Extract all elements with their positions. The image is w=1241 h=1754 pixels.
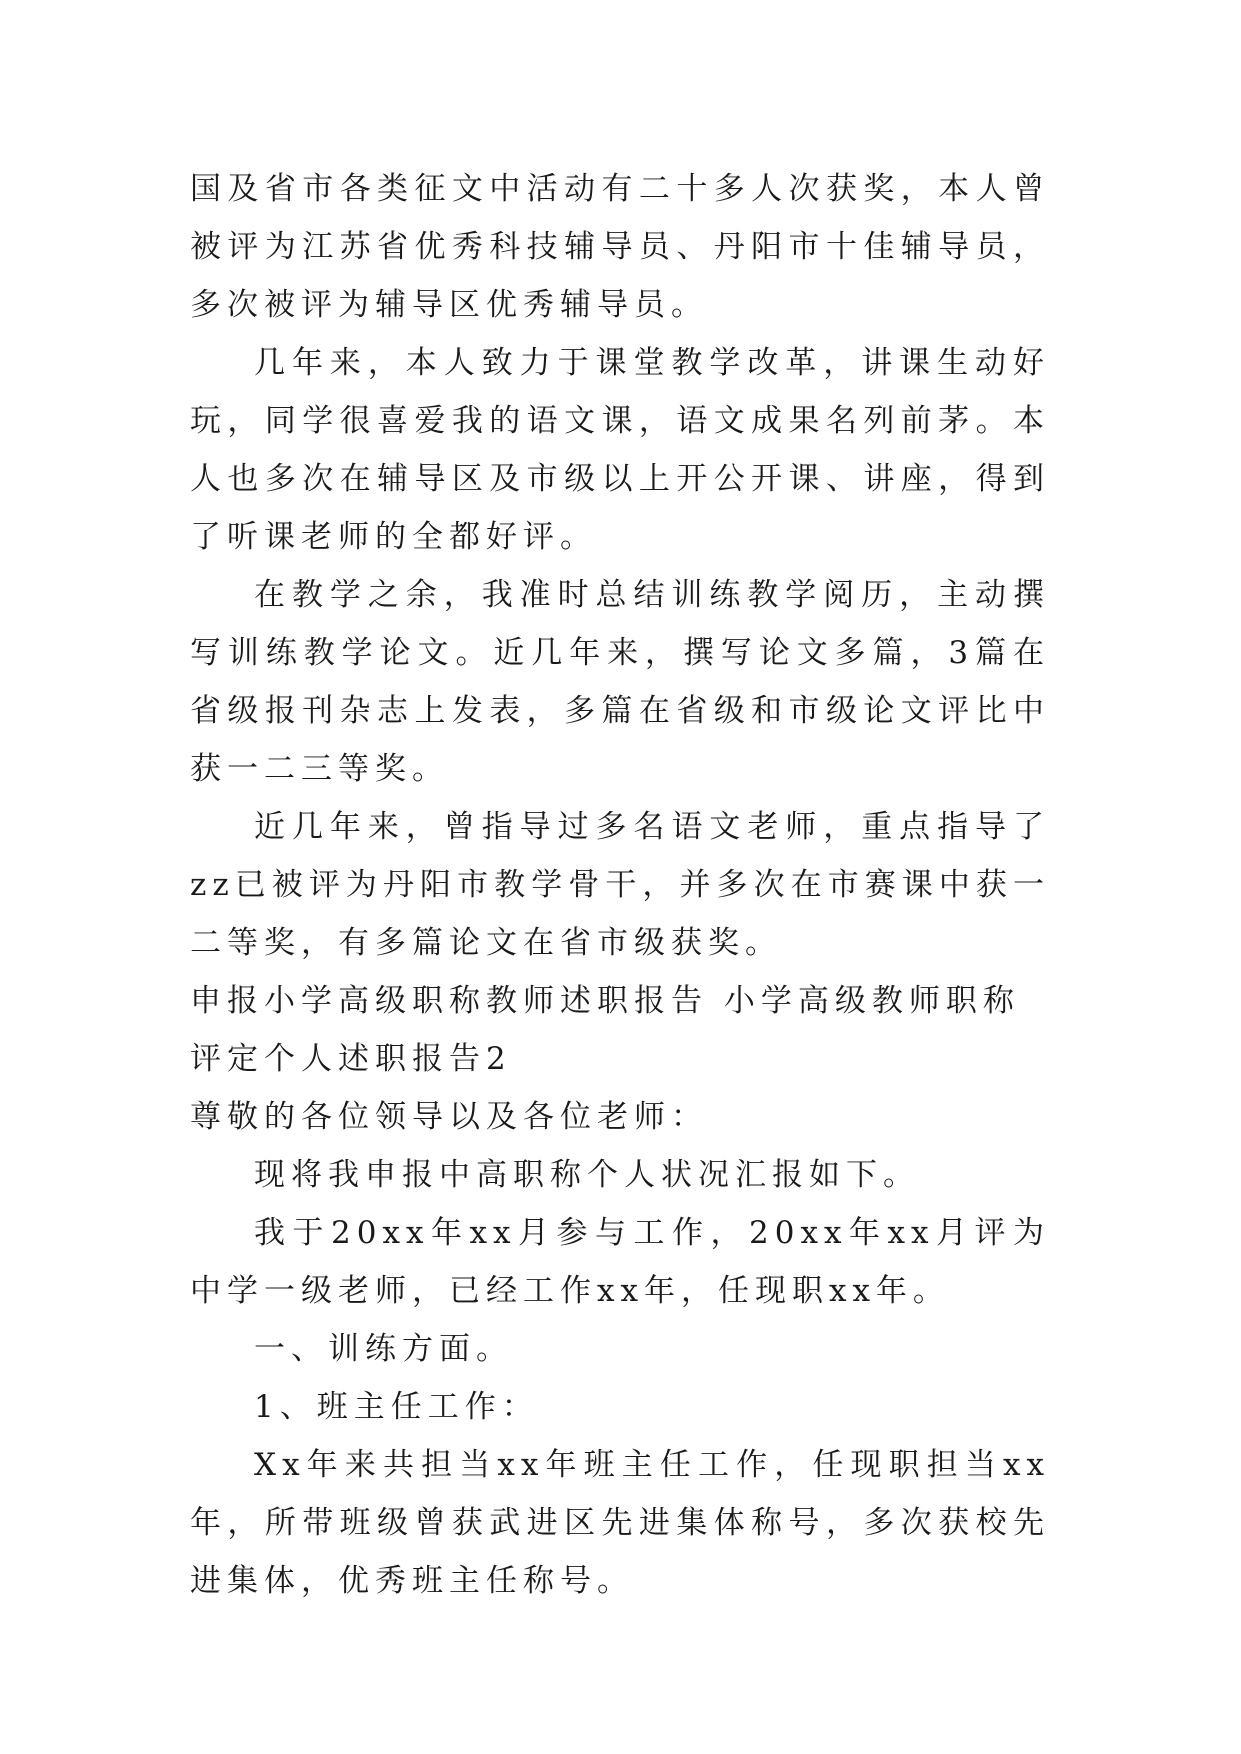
document-content xyxy=(190,160,1050,1610)
section-title: 申报小学高级职称教师述职报告 小学高级教师职称评定个人述职报告2 xyxy=(190,983,1020,1077)
paragraph-mentoring: 近几年来，曾指导过多名语文老师，重点指导了zz已被评为丹阳市教学骨干，并多次在市赛课中获一二等奖，有多篇论文在省市级获奖。 xyxy=(190,809,1050,961)
salutation: 尊敬的各位领导以及各位老师： xyxy=(190,1099,708,1135)
paragraph-employment: 我于20xx年xx月参与工作，20xx年xx月评为中学一级老师，已经工作xx年，任现职xx年。 xyxy=(190,1215,1050,1309)
subheading-class-teacher: 1、班主任工作： xyxy=(254,1389,539,1425)
paragraph-papers: 在教学之余，我准时总结训练教学阅历，主动撰写训练教学论文。近几年来，撰写论文多篇，3篇在省级报刊杂志上发表，多篇在省级和市级论文评比中获一二三等奖。 xyxy=(190,577,1050,787)
paragraph-awards: 国及省市各类征文中活动有二十多人次获奖，本人曾被评为江苏省优秀科技辅导员、丹阳市十佳辅导员，多次被评为辅导区优秀辅导员。 xyxy=(190,171,1050,323)
paragraph-teaching-reform: 几年来，本人致力于课堂教学改革，讲课生动好玩，同学很喜爱我的语文课，语文成果名列前茅。本人也多次在辅导区及市级以上开公开课、讲座，得到了听课老师的全都好评。 xyxy=(190,345,1050,555)
paragraph-class-teacher: Xx年来共担当xx年班主任工作，任现职担当xx年，所带班级曾获武进区先进集体称号，多次获校先进集体，优秀班主任称号。 xyxy=(190,1447,1050,1599)
paragraph-intro: 现将我申报中高职称个人状况汇报如下。 xyxy=(254,1157,920,1193)
subheading-training: 一、训练方面。 xyxy=(254,1331,513,1367)
